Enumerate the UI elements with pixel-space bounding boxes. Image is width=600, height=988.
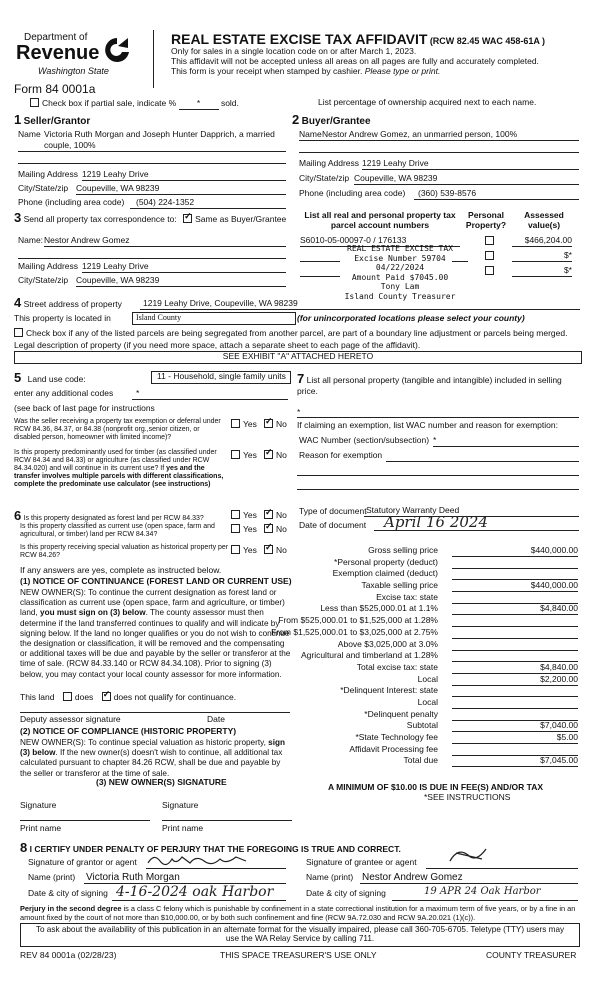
calc-row-label: Exemption claimed (deduct) [332, 568, 438, 579]
sec7-row [297, 372, 582, 397]
calc-row [297, 686, 580, 698]
seller-phone-label: Phone (including area code) [18, 197, 125, 207]
personal-property-checkbox-1[interactable] [485, 236, 497, 247]
calc-row-value[interactable] [452, 558, 578, 569]
calc-row-value[interactable]: $4,840.00 [452, 604, 578, 615]
buyer-phone-label: Phone (including area code) [299, 188, 406, 198]
calc-row-value[interactable]: $440,000.00 [452, 581, 578, 592]
corr-city-label: City/State/zip [18, 275, 69, 285]
sec6-q1-no[interactable]: ✓ No [264, 510, 287, 521]
partial-sale-value[interactable]: * [179, 99, 219, 110]
new-owner-print-label-1: Print name [20, 823, 62, 833]
land-does-checkbox[interactable] [63, 692, 72, 701]
stamp-line4: Amount Paid $7045.00 [351, 272, 449, 282]
alternate-format-text: To ask about the availability of this publication in an alternate format for the visually impaired, please call 360-705-6705. Teletype (TTY) users may use the WA Relay Service by calling 711. [35, 925, 565, 944]
notice1-title: (1) NOTICE OF CONTINUANCE (FOREST LAND OR CURRENT USE) [20, 576, 292, 586]
buyer-heading-row [292, 113, 371, 128]
seller-mail-label: Mailing Address [18, 169, 79, 179]
legal-description-value: SEE EXHIBIT "A" ATTACHED HERETO [222, 351, 374, 361]
form-number: Form 84 0001a [14, 82, 96, 96]
assessed-value-3[interactable]: $* [563, 265, 572, 275]
same-as-buyer-checkbox[interactable] [183, 214, 192, 223]
calc-row-value[interactable] [452, 628, 578, 639]
corr-mail-label: Mailing Address [18, 261, 79, 271]
additional-codes-label: enter any additional codes [14, 388, 114, 398]
grantor-name-value[interactable]: Victoria Ruth Morgan [86, 872, 180, 883]
new-owner-signature-label-1: Signature [20, 800, 57, 810]
calc-row-value[interactable]: $440,000.00 [452, 546, 578, 557]
calc-row [297, 546, 580, 558]
calc-row-label: Total excise tax: state [356, 661, 438, 672]
buyer-phone-value[interactable]: (360) 539-8576 [418, 188, 477, 198]
landuse-q1-no[interactable]: ✓ No [264, 419, 287, 430]
parcel-number-1[interactable]: S6010-05-00097-0 / 176133 [300, 235, 407, 245]
sec6-q1: Is this property designated as forest land per RCW 84.33? [23, 515, 204, 522]
seller-phone-value[interactable]: (504) 224-1352 [136, 197, 195, 207]
seller-section-number: 1 [14, 112, 22, 127]
calc-row-label: Affidavit Processing fee [349, 743, 438, 754]
parcels-col1-header: List all real and personal property tax parcel account numbers [304, 210, 456, 230]
claim-label: If claiming an exemption, list WAC number and reason for exemption: [297, 420, 558, 430]
calc-row-label: Subtotal [406, 720, 438, 731]
assessed-value-2[interactable]: $* [563, 250, 572, 260]
grantor-date-value[interactable]: 4-16-2024 oak Harbor [116, 884, 274, 900]
header-line3b: Please type or print. [364, 66, 441, 76]
calc-row [297, 745, 580, 757]
deputy-signature-label: Deputy assessor signature [20, 714, 121, 724]
legal-label: Legal description of property (if you need more space, attach a separate sheet to each page of the affidavit). [14, 340, 421, 350]
footer-rev: REV 84 0001a (02/28/23) [20, 950, 117, 960]
footer-county: COUNTY TREASURER [486, 950, 577, 960]
notice1-body: NEW OWNER(S): To continue the current designation as forest land or classification as current use (open space, farm and agriculture, or timber) land, you must sign on (3) below. The county assessor must then determine if the land transferred continues to qualify and will indicate by signing below. If the land no longer qualifies or you do not wish to continue the designation or classification, it will be removed and the compensating or additional taxes will be due and payable by the seller or transferor at the time of sale. (RCW 84.33.140 or RCW 84.34.108). Prior to signing (3) below, you may contact your local county assessor for more information. [20, 588, 291, 679]
landuse-section-number: 5 [14, 370, 22, 385]
see-instructions: *SEE INSTRUCTIONS [424, 792, 511, 802]
buyer-name-value[interactable]: Nestor Andrew Gomez, an unmarried person, 100% [322, 129, 518, 139]
dept-state: Washington State [38, 66, 109, 76]
sec6-q3: Is this property receiving special valuation as historical property per RCW 84.26? [20, 544, 229, 560]
wac-label: WAC Number (section/subsection) [299, 435, 430, 445]
new-owner-print-label-2: Print name [162, 823, 204, 833]
correspondence-row [14, 211, 286, 226]
calc-row-value[interactable]: $7,045.00 [452, 756, 578, 767]
buyer-city-value[interactable]: Coupeville, WA 98239 [354, 173, 438, 183]
sec6-q1-row [14, 509, 229, 524]
calc-row [297, 710, 580, 722]
landuse-select-value: 11 - Household, single family units [157, 371, 286, 381]
landuse-q2: Is this property predominantly used for timber (as classified under RCW 84.34 and 84.33) or agriculture (as classified under RCW 84.34.020) and will continue in its current use? If yes and the transfer involves multiple parcels with different classifications, complete the predominate use calculator (see instructions) [14, 449, 224, 489]
header-line2: This affidavit will not be accepted unless all areas on all pages are fully and accurately completed. [171, 56, 539, 66]
minimum-note: A MINIMUM OF $10.00 IS DUE IN FEE(S) AND/OR TAX [328, 782, 544, 792]
buyer-city-label: City/State/zip [299, 173, 350, 183]
calc-row-label: From $525,000.01 to $1,525,000 at 1.28% [278, 615, 438, 626]
parcels-col2-header: Personal Property? [465, 210, 507, 230]
sec6-section-number: 6 [14, 508, 22, 523]
segregate-label: Check box if any of the listed parcels are being segregated from another parcel, are part of a boundary line adjustment or parcels being merged. [26, 328, 568, 338]
sec8-section-number: 8 [20, 840, 28, 855]
new-owner-signature-label-2: Signature [162, 800, 199, 810]
calc-row-label: *Personal property (deduct) [334, 556, 438, 567]
calc-row [271, 626, 580, 640]
corr-city-value[interactable]: Coupeville, WA 98239 [76, 275, 160, 285]
continuance-row: This land does ✓ does not qualify for continuance. [20, 692, 236, 703]
county-select[interactable] [132, 312, 296, 325]
wac-value[interactable]: * [433, 435, 437, 445]
calc-row [297, 733, 580, 745]
calc-row [297, 756, 580, 768]
seller-heading: Seller/Grantor [23, 116, 91, 127]
reason-label: Reason for exemption [299, 450, 383, 460]
form-title-ref: (RCW 82.45 WAC 458-61A ) [429, 36, 546, 46]
stamp-line5: Tony Lam [380, 282, 420, 291]
landuse-select[interactable] [151, 371, 291, 384]
form-title-row [171, 31, 545, 47]
calc-row-label: Taxable selling price [361, 580, 438, 591]
calc-row-value[interactable] [452, 640, 578, 651]
partial-sale-row [30, 98, 239, 110]
calc-row-value[interactable] [452, 569, 578, 580]
buyer-mail-value[interactable]: 1219 Leahy Drive [362, 158, 429, 168]
doc-type-value[interactable]: Statutory Warranty Deed [366, 505, 460, 515]
partial-sale-sold: sold. [220, 98, 239, 108]
grantee-signature [446, 843, 496, 867]
calc-row-label: From $1,525,000.01 to $3,025,000 at 2.75% [271, 626, 438, 637]
seller-name-value[interactable]: Victoria Ruth Morgan and Joseph Hunter Dapprich, a married [44, 129, 275, 139]
calc-row [297, 651, 580, 663]
sec6-q1-yes[interactable]: Yes [231, 510, 257, 521]
sec7-section-number: 7 [297, 371, 305, 386]
treasurer-stamp [330, 244, 470, 301]
personal-property-list[interactable]: * [297, 407, 301, 417]
grantor-signature-label: Signature of grantor or agent [28, 857, 137, 867]
partial-sale-label: Check box if partial sale, indicate % [42, 98, 177, 108]
landuse-q2-yes[interactable]: Yes [231, 450, 257, 461]
sec6-q2: Is this property classified as current use (open space, farm and agricultural, or timber) land per RCW 84.34? [20, 523, 215, 539]
grantee-name-label: Name (print) [306, 872, 354, 882]
calc-row-value[interactable]: $4,840.00 [452, 663, 578, 674]
calc-row-value[interactable]: $2,200.00 [452, 675, 578, 686]
personal-property-checkbox-3[interactable] [485, 266, 497, 277]
calc-row-value[interactable] [452, 616, 578, 627]
corr-name-value[interactable]: Nestor Andrew Gomez [44, 235, 130, 245]
sec6-q2-no[interactable]: ✓ No [264, 524, 287, 535]
calc-row-label: *Delinquent penalty [364, 708, 438, 719]
notice2-title: (2) NOTICE OF COMPLIANCE (HISTORIC PROPERTY) [20, 726, 237, 736]
calc-row-label: Above $3,025,000 at 3.0% [337, 638, 438, 649]
calc-row [297, 721, 580, 733]
calc-row-value[interactable] [452, 710, 578, 721]
additional-codes-value[interactable]: * [136, 388, 140, 398]
deputy-date-label: Date [207, 714, 225, 724]
buyer-mail-label: Mailing Address [299, 158, 360, 168]
buyer-section-number: 2 [292, 112, 300, 127]
ownership-note: List percentage of ownership acquired next to each name. [318, 97, 537, 107]
located-label: This property is located in [14, 313, 111, 323]
calc-row-value[interactable] [452, 698, 578, 709]
doc-date-value[interactable]: April 16 2024 [384, 513, 488, 531]
street-row [14, 296, 122, 311]
dept-revenue: Revenue [16, 42, 100, 64]
seller-city-value[interactable]: Coupeville, WA 98239 [76, 183, 160, 193]
calc-row-label: Local [417, 696, 438, 707]
calc-row-label: Total due [403, 755, 438, 766]
dor-logo [16, 30, 136, 82]
same-as-buyer-label: Same as Buyer/Grantee [195, 214, 287, 224]
seller-name-label: Name [18, 129, 41, 139]
correspondence-section-number: 3 [14, 210, 22, 225]
alternate-format-box [20, 923, 580, 947]
partial-sale-checkbox[interactable] [30, 98, 39, 107]
located-note: (for unincorporated locations please select your county) [297, 313, 525, 323]
parcels-col3-header: Assessed value(s) [524, 210, 564, 230]
stamp-line1: REAL ESTATE EXCISE TAX [347, 244, 453, 253]
calc-row-value[interactable] [452, 651, 578, 662]
buyer-heading: Buyer/Grantee [301, 116, 371, 127]
grantor-signature [146, 851, 256, 869]
calc-row-value[interactable]: $5.00 [452, 733, 578, 744]
corr-mail-value[interactable]: 1219 Leahy Drive [82, 261, 149, 271]
calc-row-label: Gross selling price [368, 545, 438, 555]
buyer-name-label: Name [299, 129, 322, 139]
doc-type-label: Type of document [299, 506, 367, 516]
footer-space: THIS SPACE TREASURER'S USE ONLY [220, 950, 377, 960]
segregate-row [14, 328, 567, 339]
form-title: REAL ESTATE EXCISE TAX AFFIDAVIT [171, 31, 428, 47]
property-section-number: 4 [14, 295, 22, 310]
calc-row-value[interactable] [452, 593, 578, 604]
seller-name-value2[interactable]: couple, 100% [44, 140, 96, 150]
calc-row [297, 581, 580, 593]
calc-table [271, 545, 580, 768]
personal-property-checkbox-2[interactable] [485, 251, 497, 262]
street-value[interactable]: 1219 Leahy Drive, Coupeville, WA 98239 [143, 298, 298, 308]
sec6-q3-no[interactable]: ✓ No [264, 545, 287, 556]
street-label: Street address of property [23, 299, 122, 309]
sec6-q3-yes[interactable]: Yes [231, 545, 257, 556]
grantor-name-label: Name (print) [28, 872, 76, 882]
calc-row-label: *Delinquent Interest: state [340, 685, 438, 696]
calc-row-label: Less than $525,000.01 at 1.1% [320, 603, 438, 614]
county-select-value: Island County [136, 313, 182, 322]
assessed-value-1[interactable]: $466,204.00 [524, 235, 572, 245]
calc-row-value[interactable] [452, 745, 578, 756]
stamp-line2: Excise Number 59704 [354, 253, 446, 263]
grantee-signature-label: Signature of grantee or agent [306, 857, 417, 867]
header-line1: Only for sales in a single location code on or after March 1, 2023. [171, 46, 417, 56]
sec6-ifany: If any answers are yes, complete as instructed below. [20, 565, 222, 575]
grantee-date-value[interactable]: 19 APR 24 Oak Harbor [424, 886, 541, 897]
stamp-line6: Island County Treasurer [344, 291, 456, 301]
dept-line1: Department of [24, 32, 88, 43]
perjury-notice: Perjury in the second degree is a class C felony which is punishable by confinement in a state correctional institution for a maximum term of five years, or by a fine in an amount fixed by the court of not more than $10,000.00, or by both such confinement and fine (RCW 9A.72.030 and RCW 9A.20.021 (1)(c)). [20, 904, 576, 922]
stamp-line3: 04/22/2024 [375, 263, 425, 272]
calc-row-label: Agricultural and timberland at 1.28% [300, 650, 438, 661]
correspondence-label: Send all property tax correspondence to: [23, 214, 177, 224]
calc-row [297, 698, 580, 710]
landuse-row [14, 371, 86, 386]
calc-row-label: *State Technology fee [355, 732, 438, 742]
header-line3: This form is your receipt when stamped by cashier. [171, 66, 363, 76]
certify-text: I CERTIFY UNDER PENALTY OF PERJURY THAT THE FOREGOING IS TRUE AND CORRECT. [29, 844, 401, 854]
segregate-checkbox[interactable] [14, 328, 23, 337]
calc-row-value[interactable]: $7,040.00 [452, 721, 578, 732]
sec7-label: List all personal property (tangible and intangible) included in selling price. [297, 375, 562, 396]
calc-row [297, 663, 580, 675]
grantee-date-label: Date & city of signing [306, 888, 386, 898]
notice3-title: (3) NEW OWNER(S) SIGNATURE [96, 777, 227, 787]
sec6-q2-yes[interactable]: Yes [231, 524, 257, 535]
revenue-logo-icon [104, 36, 130, 64]
land-does-not-checkbox[interactable] [102, 692, 111, 701]
calc-row-value[interactable] [452, 686, 578, 697]
landuse-q1: Was the seller receiving a property tax exemption or deferral under RCW 84.36, 84.37, or 84.38 (nonprofit org.,senior citizen, or disabled person, homeowner with limited income)? [14, 418, 221, 442]
header-line3-row [171, 67, 440, 77]
seller-city-label: City/State/zip [18, 183, 69, 193]
calc-row-label: Excise tax: state [376, 591, 438, 602]
legal-description-box[interactable] [14, 351, 582, 364]
doc-date-label: Date of document [299, 520, 367, 530]
landuse-label: Land use code: [27, 374, 86, 384]
seller-heading-row [14, 113, 90, 128]
grantee-name-value[interactable]: Nestor Andrew Gomez [362, 872, 463, 883]
calc-row-label: Local [417, 673, 438, 684]
landuse-see: (see back of last page for instructions [14, 403, 155, 413]
grantor-date-label: Date & city of signing [28, 888, 108, 898]
notice2-body: NEW OWNER(S): To continue special valuation as historic property, sign (3) below. If the new owner(s) doesn't wish to continue, all additional tax calculated pursuant to chapter 84.26 RCW, shall be due and payable by the seller or transferor at the time of sale. [20, 738, 285, 778]
corr-name-label: Name: [18, 235, 44, 245]
landuse-q2-no[interactable]: ✓ No [264, 450, 287, 461]
seller-mail-value[interactable]: 1219 Leahy Drive [82, 169, 149, 179]
landuse-q1-yes[interactable]: Yes [231, 419, 257, 430]
